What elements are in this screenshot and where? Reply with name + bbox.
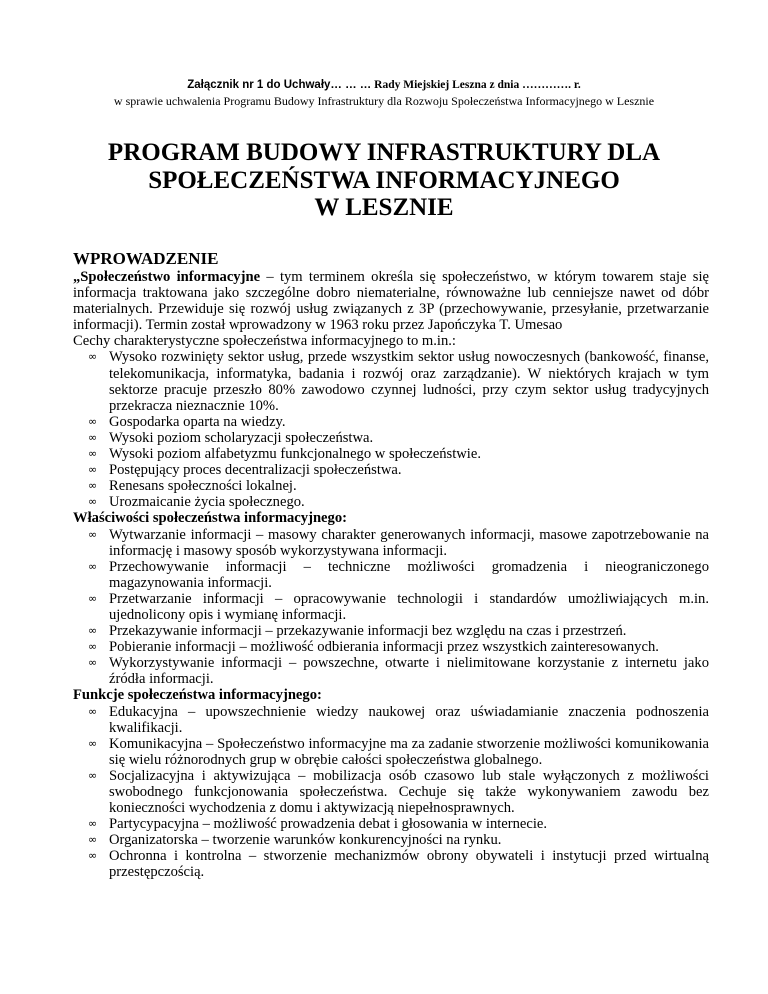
- list-item: ∞ Gospodarka oparta na wiedzy.: [88, 413, 286, 430]
- list-item: ∞ Przechowywanie informacji – techniczne możliwości gromadzenia i nieograniczonego magazynowania informacji.: [88, 558, 709, 591]
- intro-lead-term: „Społeczeństwo informacyjne: [73, 269, 261, 285]
- section-heading: WPROWADZENIE: [73, 249, 219, 268]
- list-item: ∞ Urozmaicanie życia społecznego.: [88, 494, 305, 511]
- bullet-icon: ∞: [88, 656, 98, 670]
- bullet-icon: ∞: [88, 479, 98, 493]
- bullet-icon: ∞: [88, 768, 98, 782]
- bullet-icon: ∞: [88, 704, 98, 718]
- list-item: ∞ Wytwarzanie informacji – masowy charakter generowanych informacji, masowe zapotrzebowanie na informację i masowy sposób wykorzystywana informacji.: [88, 526, 709, 559]
- bullet-icon: ∞: [88, 350, 98, 364]
- intro-text: – tym terminem określa się społeczeństwo, w którym towarem staje się informacja traktowana jako szczególne dobro niematerialne, równoważne lub cenniejsze nawet od dóbr materialnych. Przewiduje się rozwój usług związanych z 3P (przechowywanie, przesyłanie, przetwarzanie informacji). Termin został wprowadzony w 1963 roku przez Japończyka T. Umesao: [73, 269, 709, 334]
- list-item: ∞ Ochronna i kontrolna – stworzenie mechanizmów obrony obywateli i instytucji przed wirtualną przestępczością.: [88, 848, 709, 881]
- list-item: ∞ Renesans społeczności lokalnej.: [88, 478, 297, 495]
- attachment-header: [0, 78, 768, 92]
- bullet-icon: ∞: [88, 447, 98, 461]
- bullet-icon: ∞: [88, 591, 98, 605]
- title-line-1: PROGRAM BUDOWY INFRASTRUKTURY DLA: [107, 139, 661, 166]
- attachment-council-label: Rady Miejskiej Leszna z dnia …………. r.: [374, 79, 581, 91]
- functions-heading: Funkcje społeczeństwa informacyjnego:: [73, 687, 322, 704]
- list-item: ∞ Przetwarzanie informacji – opracowywanie technologii i standardów umożliwiających m.in. ujednolicony opis i wymianę informacji.: [88, 590, 709, 623]
- functions-list: [73, 704, 709, 881]
- intro-paragraph: [73, 269, 709, 333]
- list-item: ∞ Organizatorska – tworzenie warunków konkurencyjności na rynku.: [88, 832, 502, 849]
- bullet-icon: ∞: [88, 559, 98, 573]
- list-item: ∞ Wykorzystywanie informacji – powszechne, otwarte i nielimitowane korzystanie z internetu jako źródła informacji.: [88, 655, 709, 688]
- document-title: [0, 139, 768, 222]
- bullet-icon: ∞: [88, 833, 98, 847]
- title-line-3: W LESZNIE: [314, 194, 454, 221]
- list-item: ∞ Pobieranie informacji – możliwość odbierania informacji przez wszystkich zainteresowanych.: [88, 639, 659, 656]
- bullet-icon: ∞: [88, 640, 98, 654]
- list-item: ∞ Wysoki poziom scholaryzacji społeczeństwa.: [88, 429, 374, 446]
- bullet-icon: ∞: [88, 463, 98, 477]
- list-item: ∞ Socjalizacyjna i aktywizująca – mobilizacja osób czasowo lub stale wyłączonych z możliwości swobodnego funkcjonowania społeczeństwa. Cechuje się także wykonywaniem zawodu bez konieczności wychodzenia z domu i aktywizacją niepełnosprawnych.: [88, 767, 709, 817]
- list-item: ∞ Postępujący proces decentralizacji społeczeństwa.: [88, 462, 402, 479]
- properties-heading: Właściwości społeczeństwa informacyjnego:: [73, 510, 347, 527]
- list-item: ∞ Komunikacyjna – Społeczeństwo informacyjne ma za zadanie stworzenie możliwości komunikowania się wielu różnorodnych grup w obrębie całości społeczeństwa globalnego.: [88, 735, 709, 768]
- attachment-subheader: w sprawie uchwalenia Programu Budowy Infrastruktury dla Rozwoju Społeczeństwa Informacyjnego w Lesznie: [113, 94, 655, 108]
- bullet-icon: ∞: [88, 414, 98, 428]
- bullet-icon: ∞: [88, 430, 98, 444]
- list-item: ∞ Partycypacyjna – możliwość prowadzenia debat i głosowania w internecie.: [88, 816, 548, 833]
- bullet-icon: ∞: [88, 527, 98, 541]
- title-line-2: SPOŁECZEŃSTWA INFORMACYJNEGO: [148, 166, 620, 194]
- list-item: ∞ Przekazywanie informacji – przekazywanie informacji bez względu na czas i przestrzeń.: [88, 623, 627, 640]
- bullet-icon: ∞: [88, 817, 98, 831]
- list-item: ∞ Wysoki poziom alfabetyzmu funkcjonalnego w społeczeństwie.: [88, 446, 481, 463]
- bullet-icon: ∞: [88, 736, 98, 750]
- document-body: [73, 249, 709, 881]
- properties-list: [73, 527, 709, 688]
- list-item: ∞ Edukacyjna – upowszechnienie wiedzy naukowej oraz uświadamianie znaczenia podnoszenia kwalifikacji.: [88, 703, 709, 736]
- bullet-icon: ∞: [88, 849, 98, 863]
- bullet-icon: ∞: [88, 624, 98, 638]
- attachment-resolution-label: Załącznik nr 1 do Uchwały… … …: [187, 79, 372, 91]
- features-list: [73, 349, 709, 510]
- intro-features-line: Cechy charakterystyczne społeczeństwa informacyjnego to m.in.:: [73, 333, 456, 350]
- bullet-icon: ∞: [88, 495, 98, 509]
- list-item: ∞ Wysoko rozwinięty sektor usług, przede wszystkim sektor usług nowoczesnych (bankowość, finanse, telekomunikacja, informatyka, badania i rozwój oraz zarządzanie). W niektórych krajach w tym sektorze pracuje przeszło 80% zawodowo czynnej ludności, przy czym sektor usług tradycyjnych przekracza nieznacznie 10%.: [88, 349, 709, 414]
